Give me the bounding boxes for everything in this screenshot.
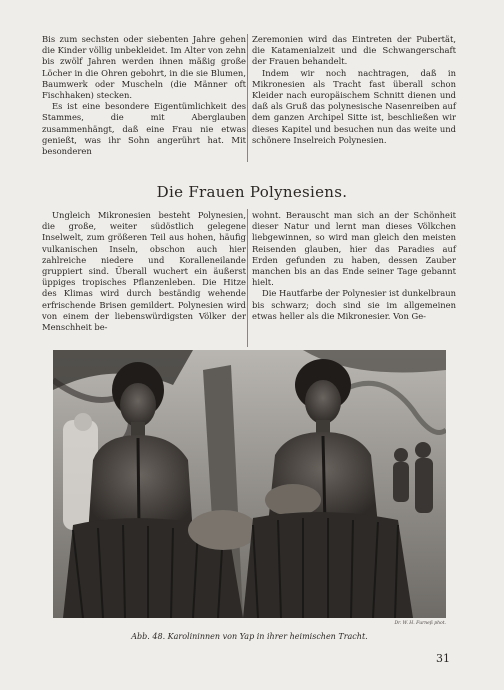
paragraph: Es ist eine besondere Eigentümlichkeit des Stammes, die mit Aberglauben zusammenhängt, daß eine Frau nie etwas genießt, was ihr Sohn angerührt hat. Mit besonderen bbox=[42, 101, 246, 157]
text-column-top-left bbox=[42, 34, 246, 157]
text-column-top-right bbox=[252, 34, 456, 146]
column-divider bbox=[247, 209, 248, 347]
paragraph: Bis zum sechsten oder siebenten Jahre gehen die Kinder völlig unbekleidet. Im Alter von zehn bis zwölf Jahren werden ihnen mäßig große Löcher in die Ohren gebohrt, in die sie Blumen, Baumwerk oder Muscheln (die Männer oft Fischhaken) stecken. bbox=[42, 34, 246, 101]
photograph bbox=[53, 350, 446, 618]
section-heading: Die Frauen Polynesiens. bbox=[156, 183, 348, 201]
text-column-bottom-right bbox=[252, 210, 456, 322]
photograph-illustration bbox=[53, 350, 446, 618]
figure-caption: Abb. 48. Karolininnen von Yap in ihrer heimischen Tracht. bbox=[131, 632, 368, 641]
paragraph: Ungleich Mikronesien besteht Polynesien, die große, weiter südöstlich gelegene Inselwelt, zum größeren Teil aus hohen, häufig vulkanischen Inseln, obschon auch hier zahlreiche niedere und Koralleneilande gruppiert sind. Überall wuchert ein äußerst üppiges tropisches Pflanzenleben. Die Hitze des Klimas wird durch beständig wehende erfrischende Brisen gemildert. Polynesien wird von einem der liebenswürdigsten Völker der Menschheit be- bbox=[42, 210, 246, 333]
paragraph: Die Hautfarbe der Polynesier ist dunkelbraun bis schwarz; doch sind sie im allgemeinen etwas heller als die Mikronesier. Von Ge- bbox=[252, 288, 456, 321]
paragraph: wohnt. Berauscht man sich an der Schönheit dieser Natur und lernt man dieses Völkchen liebgewinnen, so wird man gleich den meisten Reisenden glauben, hier das Paradies auf Erden gefunden zu haben, dessen Zauber manchen bis an das Ende seiner Tage gebannt hielt. bbox=[252, 210, 456, 288]
paragraph: Zeremonien wird das Eintreten der Pubertät, die Katamenialzeit und die Schwangerschaft der Frauen behandelt. bbox=[252, 34, 456, 67]
text-column-bottom-left bbox=[42, 210, 246, 333]
page-number: 31 bbox=[436, 652, 450, 665]
column-divider bbox=[247, 34, 248, 162]
photo-credit: Dr. W. H. Furneß phot. bbox=[394, 621, 446, 626]
paragraph: Indem wir noch nachtragen, daß in Mikronesien als Tracht fast überall schon Kleider nach europäischem Schnitt dienen und daß als Gruß das polynesische Nasenreiben auf dem ganzen Archipel Sitte ist, beschließen wir dieses Kapitel und besuchen nun das weite und schönere Inselreich Polynesien. bbox=[252, 67, 456, 145]
